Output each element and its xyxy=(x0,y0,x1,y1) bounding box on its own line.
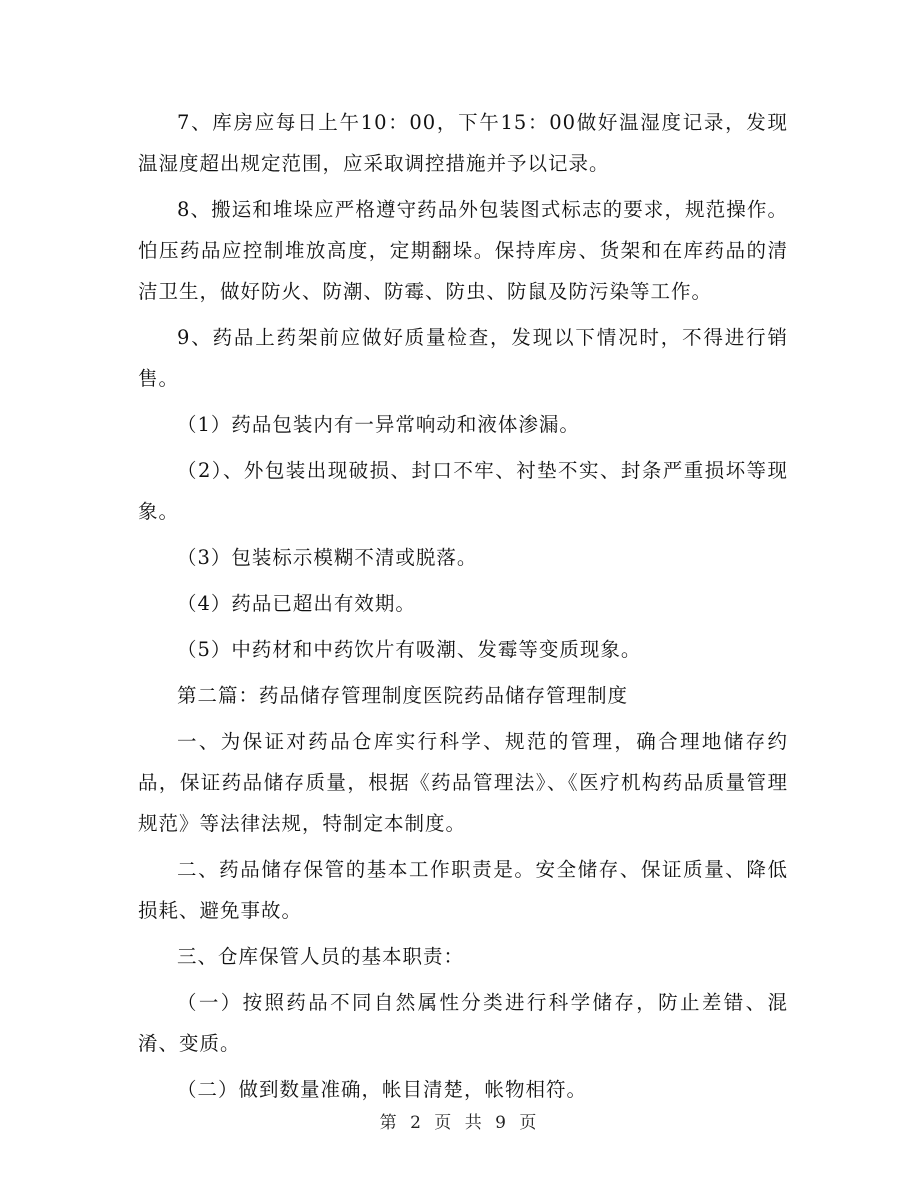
sub-item-two: （二）做到数量准确，帐目清楚，帐物相符。 xyxy=(177,1078,588,1101)
paragraph-9-quality-check: 9、药品上药架前应做好质量检查，发现以下情况时，不得进行销售。 xyxy=(138,326,788,390)
paragraph-one-purpose: 一、为保证对药品仓库实行科学、规范的管理，确合理地储存约品，保证药品储存质量，根据《药品管理法》、《医疗机构药品质量管理规范》等法律法规，特制定本制度。 xyxy=(138,730,788,835)
sub-item-one: （一）按照药品不同自然属性分类进行科学储存，防止差错、混淆、变质。 xyxy=(138,991,788,1055)
paragraph-7-temperature-humidity: 7、库房应每日上午10：00，下午15：00做好温湿度记录，发现温湿度超出规定范围，应采取调控措施并予以记录。 xyxy=(138,111,788,175)
document-body xyxy=(138,102,788,1115)
paragraph-two-basic-duties: 二、药品储存保管的基本工作职责是。安全储存、保证质量、降低损耗、避免事故。 xyxy=(138,858,788,922)
list-item-4: （4）药品已超出有效期。 xyxy=(177,592,416,615)
list-item-1: （1）药品包装内有一异常响动和液体渗漏。 xyxy=(177,413,580,436)
paragraph-8-handling-stacking: 8、搬运和堆垛应严格遵守药品外包装图式标志的要求，规范操作。怕压药品应控制堆放高度，定期翻垛。保持库房、货架和在库药品的清洁卫生，做好防火、防潮、防霉、防虫、防鼠及防污染等工作。 xyxy=(138,198,788,303)
list-item-2: （2）、外包装出现破损、封口不牢、衬垫不实、封条严重损坏等现象。 xyxy=(138,459,788,523)
section-heading-part-two: 第二篇：药品储存管理制度医院药品储存管理制度 xyxy=(177,684,629,707)
list-item-5: （5）中药材和中药饮片有吸潮、发霉等变质现象。 xyxy=(177,638,642,661)
page-number-footer: 第 2 页 共 9 页 xyxy=(379,1113,541,1133)
paragraph-three-staff-duties: 三、仓库保管人员的基本职责： xyxy=(177,945,465,968)
list-item-3: （3）包装标示模糊不清或脱落。 xyxy=(177,546,478,569)
